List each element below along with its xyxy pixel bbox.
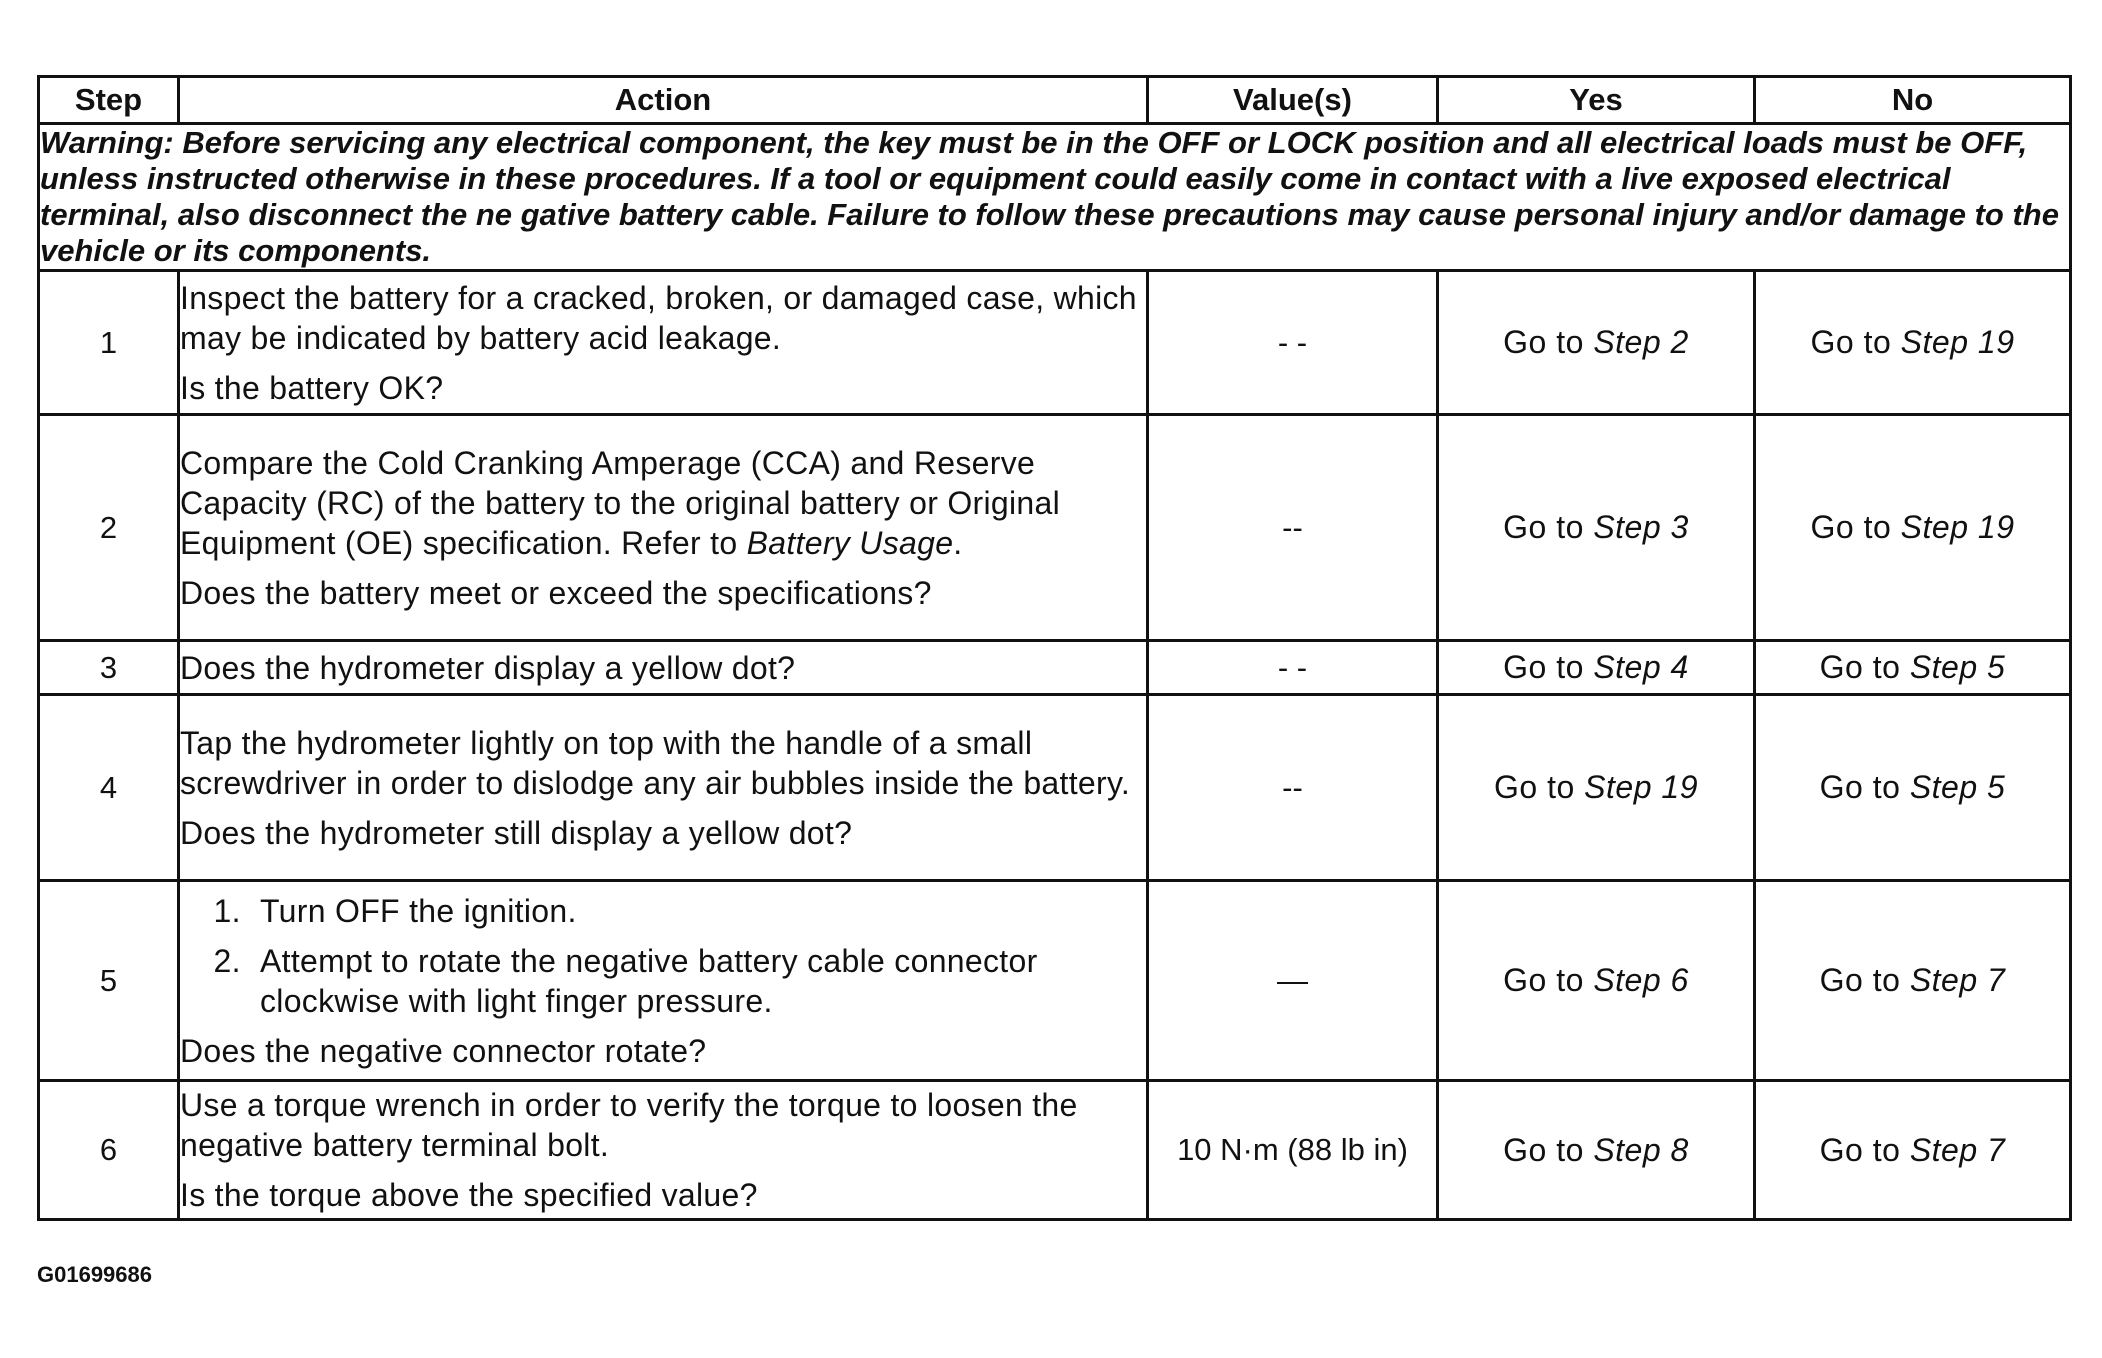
no-cell bbox=[1755, 271, 2071, 415]
action-question: Is the torque above the specified value? bbox=[180, 1177, 758, 1213]
table-row bbox=[39, 415, 2071, 641]
yes-cell bbox=[1438, 641, 1755, 695]
battery-usage-ref[interactable]: Battery Usage bbox=[746, 524, 954, 561]
action-text-body: Compare the Cold Cranking Amperage (CCA) and Reserve Capacity (RC) of the battery to the original battery or Original Equipment (OE) specification. Refer to bbox=[180, 444, 1061, 561]
no-step-link[interactable]: Step 7 bbox=[1909, 962, 2006, 998]
no-step-link[interactable]: Step 19 bbox=[1900, 509, 2015, 545]
yes-cell bbox=[1438, 881, 1755, 1081]
no-goto-label: Go to bbox=[1819, 1131, 1901, 1168]
yes-step-link[interactable]: Step 19 bbox=[1584, 769, 1698, 805]
value-cell: -- bbox=[1148, 695, 1438, 881]
table-row bbox=[39, 881, 2071, 1081]
no-goto-label: Go to bbox=[1819, 649, 1901, 685]
table-row bbox=[39, 271, 2071, 415]
header-action: Action bbox=[179, 77, 1148, 124]
value-cell: 10 N·m (88 lb in) bbox=[1148, 1081, 1438, 1220]
no-step-link[interactable]: Step 7 bbox=[1909, 1131, 2006, 1168]
action-cell bbox=[179, 641, 1148, 695]
no-step-link[interactable]: Step 5 bbox=[1909, 769, 2006, 805]
action-text: Use a torque wrench in order to verify the torque to loosen the negative battery terminal bolt. bbox=[180, 1087, 1078, 1163]
yes-goto-label: Go to bbox=[1503, 649, 1584, 685]
no-goto-label: Go to bbox=[1810, 509, 1892, 545]
table-row bbox=[39, 695, 2071, 881]
yes-cell bbox=[1438, 415, 1755, 641]
step-number: 1 bbox=[39, 271, 179, 415]
action-cell bbox=[179, 271, 1148, 415]
yes-step-link[interactable]: Step 3 bbox=[1593, 509, 1689, 545]
no-goto-label: Go to bbox=[1819, 962, 1901, 998]
value-cell: - - bbox=[1148, 271, 1438, 415]
step-number: 6 bbox=[39, 1081, 179, 1220]
action-cell bbox=[179, 415, 1148, 641]
action-text-end: . bbox=[953, 524, 963, 561]
value-cell: -- bbox=[1148, 415, 1438, 641]
warning-row bbox=[39, 124, 2071, 271]
no-cell bbox=[1755, 415, 2071, 641]
header-step: Step bbox=[39, 77, 179, 124]
list-item: 2. Attempt to rotate the negative battery cable connector clockwise with light finger pressure. bbox=[250, 941, 1146, 1021]
yes-step-link[interactable]: Step 8 bbox=[1593, 1131, 1689, 1168]
yes-cell bbox=[1438, 271, 1755, 415]
step-number: 3 bbox=[39, 641, 179, 695]
value-cell: - - bbox=[1148, 641, 1438, 695]
no-cell bbox=[1755, 1081, 2071, 1220]
yes-goto-label: Go to bbox=[1503, 1131, 1584, 1168]
step-number: 4 bbox=[39, 695, 179, 881]
action-text: Tap the hydrometer lightly on top with the handle of a small screwdriver in order to dislodge any air bubbles inside the battery. bbox=[180, 724, 1131, 801]
no-goto-label: Go to bbox=[1810, 324, 1892, 360]
table-row bbox=[39, 1081, 2071, 1220]
no-cell bbox=[1755, 881, 2071, 1081]
yes-goto-label: Go to bbox=[1503, 962, 1584, 998]
value-cell: — bbox=[1148, 881, 1438, 1081]
yes-step-link[interactable]: Step 2 bbox=[1593, 324, 1689, 360]
no-cell bbox=[1755, 695, 2071, 881]
action-cell bbox=[179, 1081, 1148, 1220]
warning-text: Warning: Before servicing any electrical component, the key must be in the OFF or LOCK position and all electrical loads must be OFF, unless instructed otherwise in these procedures. If a tool or equipment could easily come in contact with a live exposed electrical terminal, also disconnect the ne gative battery cable. Failure to follow these precautions may cause personal injury and/or damage to the vehicle or its components. bbox=[39, 124, 2071, 271]
yes-cell bbox=[1438, 1081, 1755, 1220]
action-question: Is the battery OK? bbox=[180, 369, 444, 406]
yes-goto-label: Go to bbox=[1503, 324, 1584, 360]
action-question: Does the hydrometer still display a yellow dot? bbox=[180, 814, 853, 851]
list-item: 1. Turn OFF the ignition. bbox=[250, 891, 1146, 931]
action-text bbox=[180, 443, 1146, 563]
action-question: Does the battery meet or exceed the specifications? bbox=[180, 574, 932, 611]
no-cell bbox=[1755, 641, 2071, 695]
figure-id: G01699686 bbox=[37, 1262, 152, 1287]
action-cell bbox=[179, 695, 1148, 881]
step-number: 2 bbox=[39, 415, 179, 641]
table-row bbox=[39, 641, 2071, 695]
header-yes: Yes bbox=[1438, 77, 1755, 124]
action-list bbox=[180, 891, 1146, 1021]
diagnostic-table bbox=[37, 75, 2072, 1221]
yes-cell bbox=[1438, 695, 1755, 881]
header-row bbox=[39, 77, 2071, 124]
action-text: Inspect the battery for a cracked, broken, or damaged case, which may be indicated by battery acid leakage. bbox=[180, 279, 1137, 356]
no-step-link[interactable]: Step 5 bbox=[1909, 649, 2006, 685]
header-values: Value(s) bbox=[1148, 77, 1438, 124]
step-number: 5 bbox=[39, 881, 179, 1081]
no-goto-label: Go to bbox=[1819, 769, 1901, 805]
yes-goto-label: Go to bbox=[1503, 509, 1584, 545]
yes-step-link[interactable]: Step 6 bbox=[1593, 962, 1689, 998]
no-step-link[interactable]: Step 19 bbox=[1900, 324, 2015, 360]
yes-step-link[interactable]: Step 4 bbox=[1593, 649, 1689, 685]
action-question: Does the negative connector rotate? bbox=[180, 1032, 707, 1069]
action-question: Does the hydrometer display a yellow dot? bbox=[180, 649, 796, 686]
header-no: No bbox=[1755, 77, 2071, 124]
yes-goto-label: Go to bbox=[1494, 769, 1575, 805]
action-cell bbox=[179, 881, 1148, 1081]
